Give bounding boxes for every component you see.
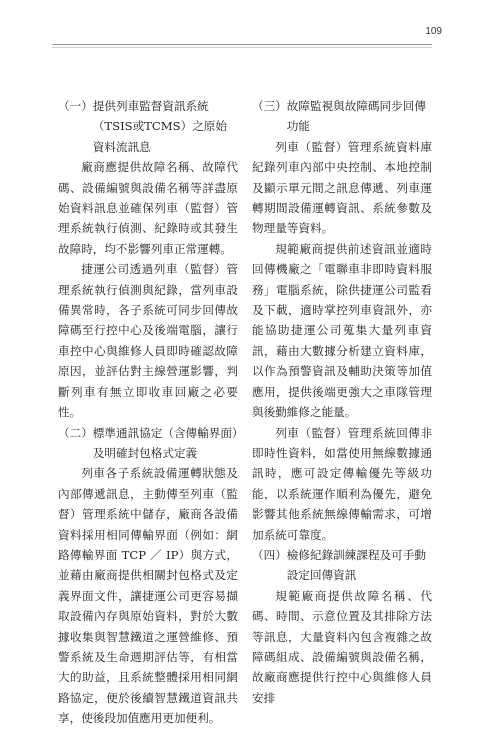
- section-title: 檢修紀錄訓練課程及可手動設定回傳資訊: [286, 547, 426, 583]
- paragraph: 規範廠商提供故障名稱、代碼、時間、示意位置及其排除方法等訊息，大量資料內包含複雜之故障碼組成、設備編號與設備名稱，故廠商應提供行控中心與維修人員安排: [252, 588, 432, 705]
- section-heading-3: [252, 96, 432, 137]
- paragraph: 列車（監督）管理系統回傳非即時性資料，如當使用無線數據通訊時，應可設定傳輸優先等級功能，以系統運作順利為優先，避免影響其他系統無線傳輸需求，可增加系統可靠度。: [252, 425, 432, 542]
- page-number: 109: [425, 26, 442, 37]
- paragraph: 列車（監督）管理系統資料庫紀錄列車內部中央控制、本地控制及顯示單元間之訊息傳遞、列車運轉期間設備運轉資訊、系統參數及物理量等資料。: [252, 139, 432, 236]
- section-title: 提供列車監督資訊系統（TSIS或TCMS）之原始資料流訊息: [92, 99, 227, 154]
- left-column: [58, 96, 238, 729]
- section-number: （四）: [252, 547, 287, 562]
- section-heading-2: [58, 423, 238, 464]
- section-title: 標準通訊協定（含傳輸界面）及明確封包格式定義: [92, 425, 238, 460]
- paragraph: 廠商應提供故障名稱、故障代碼、設備編號與設備名稱等詳盡原始資料訊息並確保列車（監督）管理系統執行偵測、紀錄時或其發生故障時，均不影響列車正常運轉。: [58, 160, 238, 256]
- section-number: （二）: [58, 425, 93, 440]
- section-number: （一）: [58, 99, 93, 113]
- header-rule: [52, 44, 432, 45]
- section-number: （三）: [252, 99, 287, 113]
- right-column: [252, 96, 432, 708]
- section-heading-4: [252, 545, 432, 586]
- paragraph: 規範廠商提供前述資訊並適時回傳機廠之「電聯車非即時資料服務」電腦系統，除供捷運公司監看及下載，適時掌控列車資訊外，亦能協助捷運公司蒐集大量列車資訊，藉由大數據分析建立資料庫，以作為預警資訊及輔助決策等加值應用，提供後端更強大之車隊管理與後勤維修之能量。: [252, 241, 432, 420]
- paragraph: 列車各子系統設備運轉狀態及內部傳遞訊息，主動傳至列車（監督）管理系統中儲存，廠商各設備資料採用相同傳輸界面（例如：網路傳輸界面 TCP ／ IP）與方式，並藉由廠商提供相關封包格式及定義界面文件，讓捷運公司更容易擷取設備內存與原始資料，對於大數據收集與智慧鐵道之運營維修、預警系統及生命週期評估等，有相當大的助益，且系統整體採用相同網路協定，便於後續智慧鐵道資訊共享，使後段加值應用更加便利。: [58, 466, 238, 726]
- section-title: 故障監視與故障碼同步回傳功能: [286, 99, 426, 134]
- section-heading-1: [58, 96, 238, 157]
- paragraph: 捷運公司透過列車（監督）管理系統執行偵測與紀錄，當列車設備異常時，各子系統可同步回傳故障碼至行控中心及後端電腦，讓行車控中心與維修人員即時確認故障原因，並評估對主線營運影響，判斷列車有無立即收車回廠之必要性。: [58, 262, 238, 420]
- header-rule-secondary: [52, 47, 432, 48]
